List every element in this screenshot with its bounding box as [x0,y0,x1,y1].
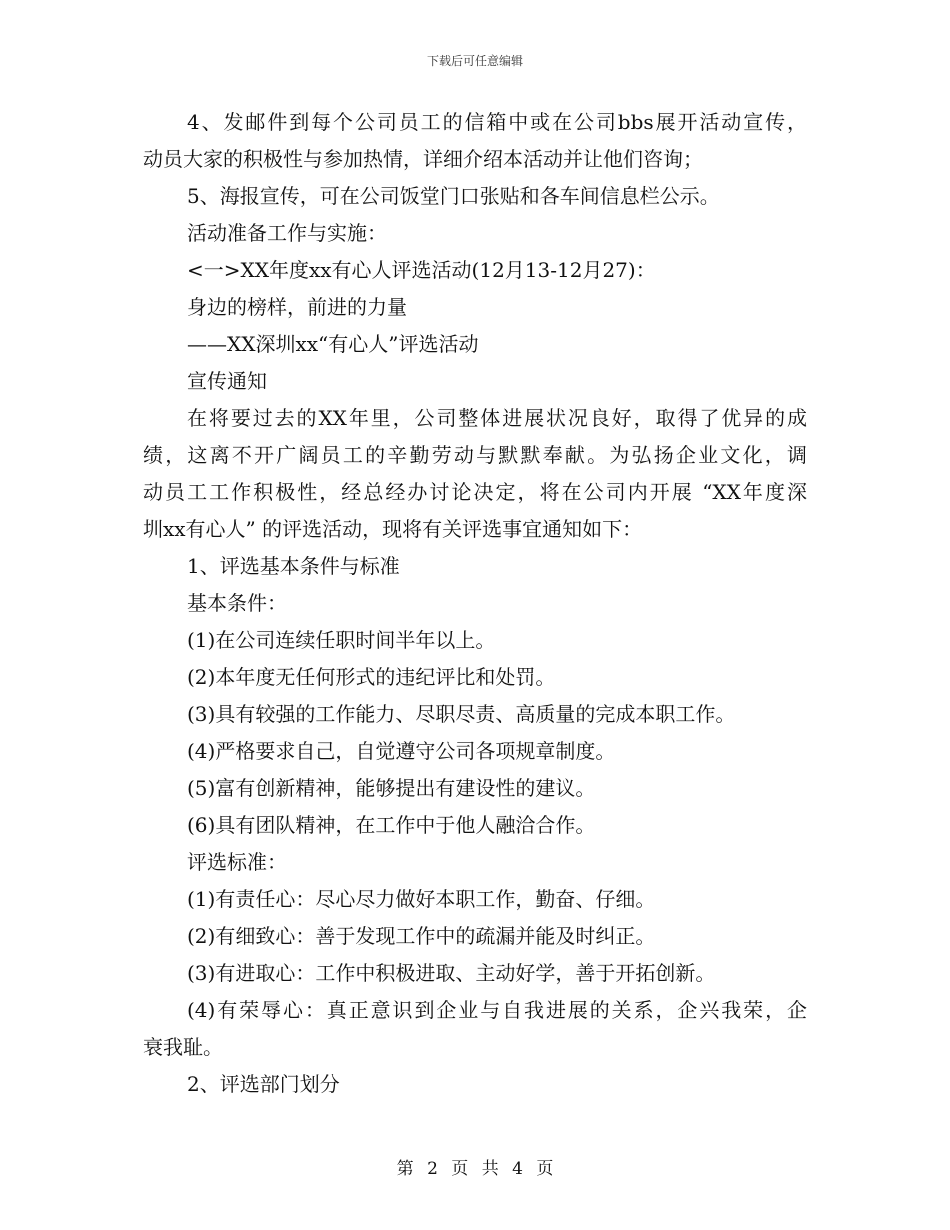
body-line: 5、海报宣传，可在公司饭堂门口张贴和各车间信息栏公示。 [187,184,720,208]
body-line: 身边的榜样，前进的力量 [187,295,407,319]
body-line: 评选标准： [187,850,287,874]
section-heading: 宣传通知 [187,369,267,393]
body-line: 圳xx有心人” 的评选活动，现将有关评选事宜通知如下： [143,517,643,541]
body-line: <一>XX年度xx有心人评选活动(12月13-12月27)： [187,258,656,282]
body-line: 基本条件： [187,591,287,615]
list-item: (2)本年度无任何形式的违纪评比和处罚。 [187,665,556,689]
page-footer: 第 2 页 共 4 页 [396,1159,554,1179]
body-line: 活动准备工作与实施： [187,221,387,245]
list-item: (6)具有团队精神，在工作中于他人融洽合作。 [187,813,596,837]
list-item: (4)严格要求自己，自觉遵守公司各项规章制度。 [187,739,616,763]
list-item: (3)具有较强的工作能力、尽职尽责、高质量的完成本职工作。 [187,702,736,726]
body-line: 绩，这离不开广阔员工的辛勤劳动与默默奉献。为弘扬企业文化，调 [143,443,807,467]
section-heading: 2、评选部门划分 [187,1072,340,1096]
list-item: (4)有荣辱心：真正意识到企业与自我进展的关系，企兴我荣，企 [187,998,807,1022]
section-heading: 1、评选基本条件与标准 [187,554,400,578]
list-item: (5)富有创新精神，能够提出有建设性的建议。 [187,776,596,800]
document-body [143,104,807,1103]
list-item: (2)有细致心：善于发现工作中的疏漏并能及时纠正。 [187,924,656,948]
list-item: (1)在公司连续任职时间半年以上。 [187,628,496,652]
body-line: 衰我耻。 [143,1035,223,1059]
list-item: (1)有责任心：尽心尽力做好本职工作，勤奋、仔细。 [187,887,656,911]
body-line: 4、发邮件到每个公司员工的信箱中或在公司bbs展开活动宣传， [187,110,807,134]
page-header: 下载后可任意编辑 [426,54,523,68]
body-line: 动员大家的积极性与参加热情，详细介绍本活动并让他们咨询； [143,147,703,171]
body-line: 动员工工作积极性，经总经办讨论决定，将在公司内开展 “XX年度深 [143,480,807,504]
body-line: ——XX深圳xx“有心人”评选活动 [187,332,479,356]
list-item: (3)有进取心：工作中积极进取、主动好学，善于开拓创新。 [187,961,716,985]
body-line: 在将要过去的XX年里，公司整体进展状况良好，取得了优异的成 [187,406,807,430]
